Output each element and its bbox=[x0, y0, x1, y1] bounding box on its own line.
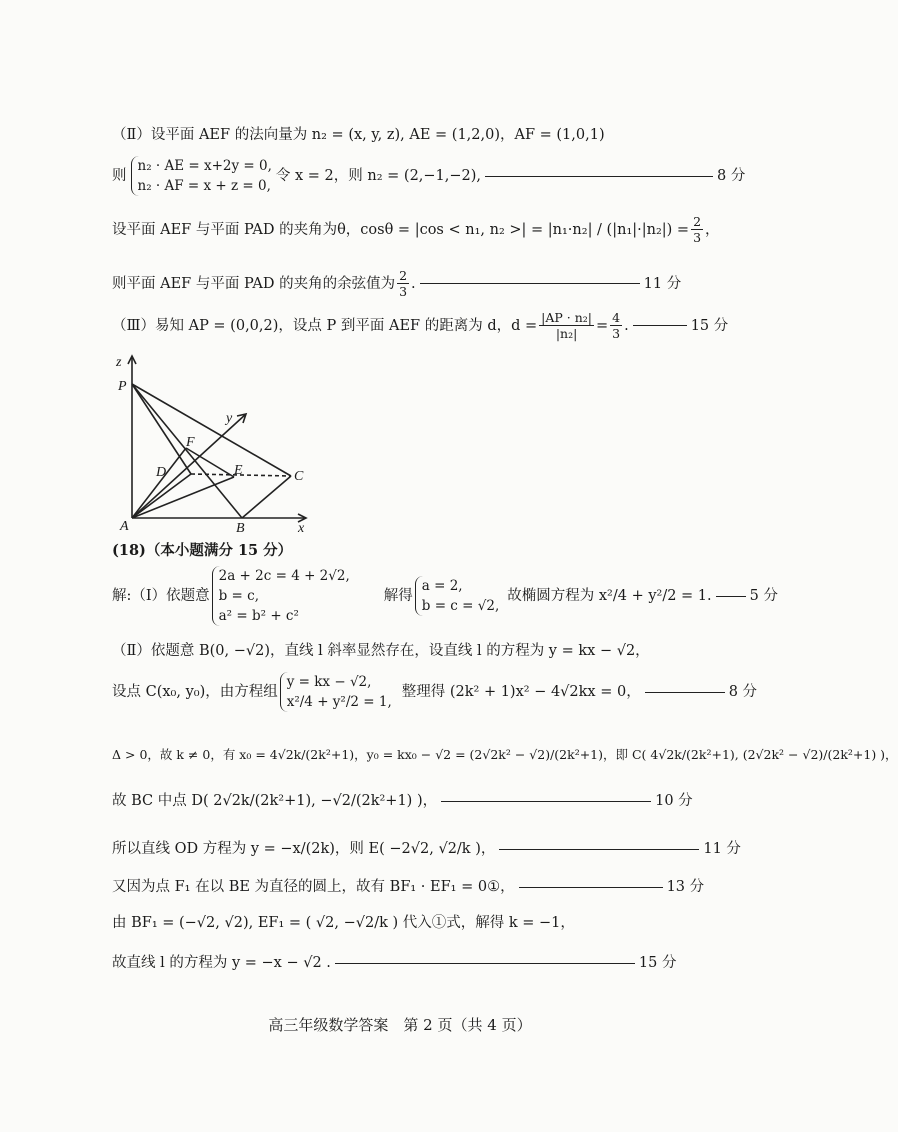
label-x: x bbox=[298, 521, 305, 536]
leader-line bbox=[485, 176, 713, 177]
label-y: y bbox=[226, 411, 233, 426]
q18-solve: 解得 bbox=[383, 588, 413, 604]
part3-num: |AP · n₂| bbox=[541, 310, 592, 325]
q18-final-line bbox=[112, 952, 676, 974]
q18-circle-line bbox=[112, 876, 704, 898]
cos-line: 则平面 AEF 与平面 PAD 的夹角的余弦值为 $\frac{2}{3}$ . 11 分 bbox=[112, 268, 682, 299]
q18-eq1: 2a + 2c = 4 + 2√2, bbox=[218, 568, 350, 584]
q18-intro: 解:（Ⅰ）依题意 bbox=[112, 588, 210, 604]
edge-PC bbox=[132, 384, 291, 476]
angle-den: 3 bbox=[693, 230, 702, 245]
q18-circle: 又因为点 F₁ 在以 BE 为直径的圆上，故有 BF₁ · EF₁ = 0①， bbox=[112, 879, 515, 895]
score-15b: 15 分 bbox=[638, 955, 677, 971]
leader-line bbox=[519, 887, 663, 888]
score-5: 5 分 bbox=[749, 588, 778, 604]
q18-p2: （Ⅱ）依题意 B(0, −√2)，直线 l 斜率显然存在，设直线 l 的方程为 y = kx − √2， bbox=[112, 643, 650, 659]
leader-line bbox=[633, 325, 687, 326]
label-B: B bbox=[236, 521, 245, 536]
q18-system2 bbox=[112, 672, 757, 712]
sys1-eq1: n₂ · AE = x+2y = 0, bbox=[137, 158, 272, 174]
label-F: F bbox=[186, 435, 195, 450]
score-13: 13 分 bbox=[666, 879, 705, 895]
sys1-eq2: n₂ · AF = x + z = 0, bbox=[137, 178, 271, 194]
label-P: P bbox=[118, 379, 127, 394]
part3-res-den: 3 bbox=[612, 326, 621, 341]
angle-line: 设平面 AEF 与平面 PAD 的夹角为θ，cosθ = |cos < n₁, n₂ >| = |n₁·n₂| / (|n₁|·|n₂|) = $\frac{2}{3}$ ， bbox=[112, 214, 720, 245]
angle-num: 2 bbox=[693, 214, 702, 229]
score-10: 10 分 bbox=[655, 793, 693, 809]
q18-mid: 故 BC 中点 D( 2√2k/(2k²+1), −√2/(2k²+1) )， bbox=[112, 793, 438, 809]
geometry-figure bbox=[106, 346, 326, 536]
q18-setC: 设点 C(x₀, y₀)，由方程组 bbox=[112, 684, 278, 700]
q18-od-line bbox=[112, 838, 741, 860]
cos-den: 3 bbox=[399, 284, 408, 299]
score-11: 11 分 bbox=[643, 275, 682, 292]
q18-title: (18)（本小题满分 15 分） bbox=[112, 542, 293, 559]
sys1-text: 令 x = 2，则 n₂ = (2,−1,−2), bbox=[275, 168, 482, 184]
q18-sol1: a = 2, bbox=[421, 578, 463, 594]
angle-text: 设平面 AEF 与平面 PAD 的夹角为θ，cosθ = |cos < n₁, n₂ >| = |n₁·n₂| / (|n₁|·|n₂|) = bbox=[112, 221, 690, 238]
score-8: 8 分 bbox=[717, 168, 746, 184]
score-8b: 8 分 bbox=[728, 684, 758, 700]
page-footer: 高三年级数学答案 第 2 页（共 4 页） bbox=[268, 1016, 532, 1034]
part3-den: |n₂| bbox=[555, 326, 578, 341]
q18-sol2: b = c = √2, bbox=[421, 598, 500, 614]
q18-final: 故直线 l 的方程为 y = −x − √2 . bbox=[112, 955, 331, 971]
part3-res-num: 4 bbox=[612, 310, 621, 325]
leader-line bbox=[716, 596, 746, 597]
q18-mid-line bbox=[112, 790, 693, 812]
label-A: A bbox=[120, 519, 129, 534]
q18-sys2-eq1: y = kx − √2, bbox=[286, 674, 372, 690]
sys1-prefix: 则 bbox=[112, 168, 127, 184]
label-z: z bbox=[116, 355, 122, 370]
q18-sub: 由 BF₁ = (−√2, √2), EF₁ = ( √2, −√2/k ) 代入①式，解得 k = −1， bbox=[112, 915, 575, 931]
q18-ellipse: 故椭圆方程为 x²/4 + y²/2 = 1. bbox=[507, 588, 712, 604]
q18-simplify: 整理得 (2k² + 1)x² − 4√2kx = 0， bbox=[401, 684, 641, 700]
label-C: C bbox=[294, 469, 304, 484]
leader-line bbox=[441, 801, 651, 802]
normal-vector-system bbox=[112, 156, 745, 196]
score-15a: 15 分 bbox=[690, 317, 729, 334]
leader-line bbox=[420, 283, 640, 284]
cos-num: 2 bbox=[399, 268, 408, 283]
label-D: D bbox=[156, 465, 167, 480]
leader-line bbox=[499, 849, 699, 850]
q18-eq3: a² = b² + c² bbox=[218, 608, 299, 624]
q18-delta: Δ > 0，故 k ≠ 0，有 x₀ = 4√2k/(2k²+1)，y₀ = kx₀ − √2 = (2√2k² − √2)/(2k²+1)，即 C( 4√2k/(2k²+1), (2√2k² − √2)/(2k²+1) )， bbox=[112, 747, 898, 762]
q18-part1 bbox=[112, 566, 778, 626]
score-11b: 11 分 bbox=[703, 841, 741, 857]
part3-text: （Ⅲ）易知 AP = (0,0,2)，设点 P 到平面 AEF 的距离为 d，d = bbox=[112, 317, 538, 334]
leader-line bbox=[335, 963, 635, 964]
q18-sys2-eq2: x²/4 + y²/2 = 1, bbox=[286, 694, 392, 710]
label-E: E bbox=[234, 463, 243, 478]
q18-od: 所以直线 OD 方程为 y = −x/(2k)，则 E( −2√2, √2/k )， bbox=[112, 841, 496, 857]
part3-line: （Ⅲ）易知 AP = (0,0,2)，设点 P 到平面 AEF 的距离为 d，d = $\frac{\text{|AP · n₂|}}{\text{|n₂|}}$ = $\frac{4}{3}$ . 15 分 bbox=[112, 310, 729, 341]
cos-text: 则平面 AEF 与平面 PAD 的夹角的余弦值为 bbox=[112, 275, 396, 292]
edge-BC bbox=[242, 476, 291, 518]
leader-line bbox=[645, 692, 725, 693]
part2-title: （Ⅱ）设平面 AEF 的法向量为 n₂ = (x, y, z), AE = (1,2,0)，AF = (1,0,1) bbox=[112, 127, 605, 143]
q18-eq2: b = c, bbox=[218, 588, 260, 604]
edge-PD bbox=[132, 384, 191, 474]
